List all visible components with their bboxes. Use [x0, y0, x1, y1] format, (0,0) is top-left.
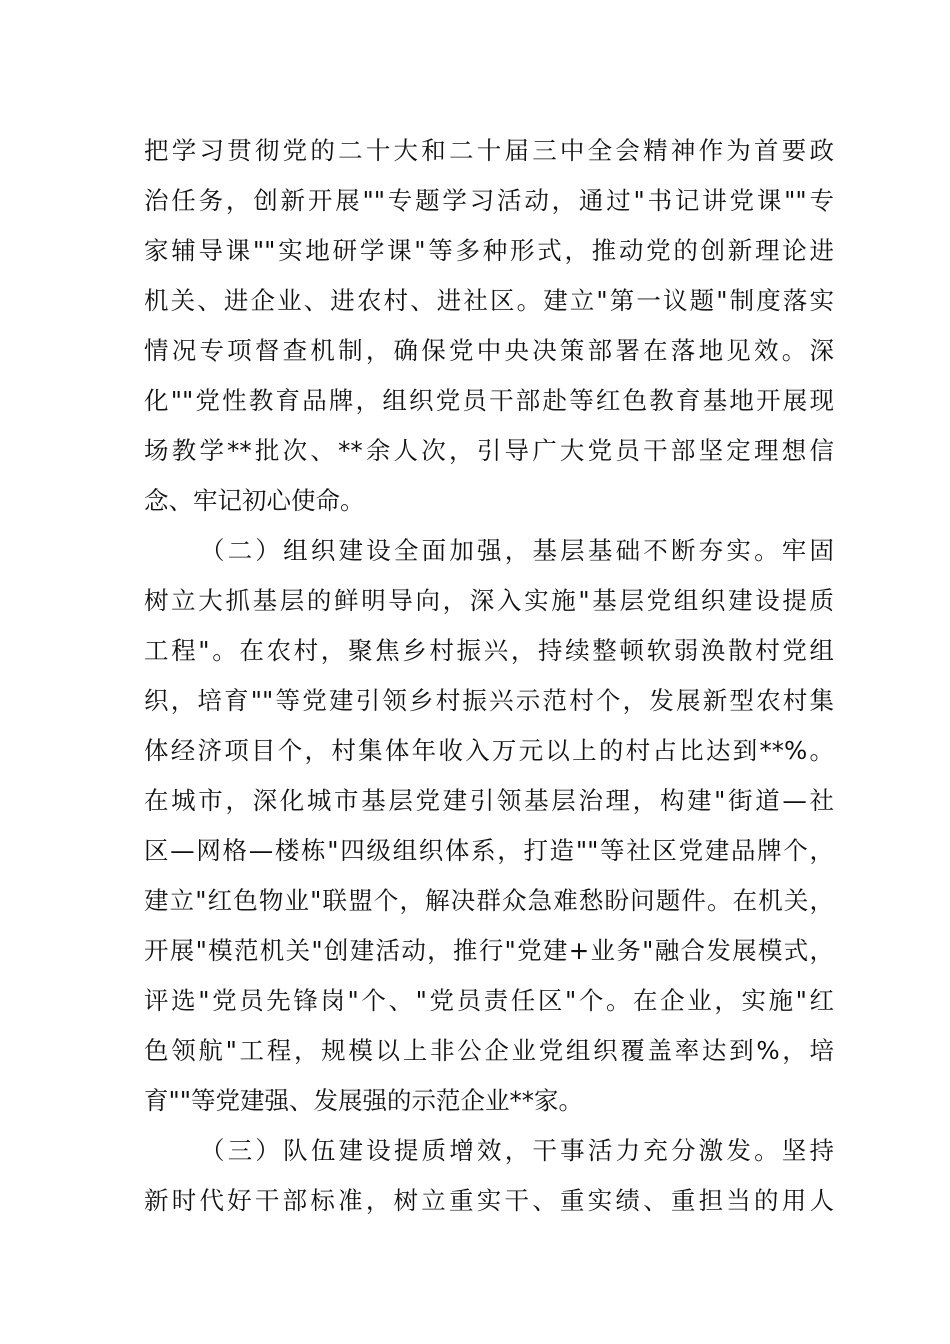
text-line: 把学习贯彻党的二十大和二十届三中全会精神作为首要政 — [144, 136, 834, 165]
text-line: 树立大抓基层的鲜明导向，深入实施"基层党组织建设提质 — [144, 586, 834, 615]
text-line: 评选"党员先锋岗"个、"党员责任区"个。在企业，实施"红 — [144, 986, 834, 1015]
text-line: 开展"模范机关"创建活动，推行"党建+业务"融合发展模式， — [144, 936, 834, 965]
paragraph-2 — [144, 526, 834, 1126]
text-line: 工程"。在农村，聚焦乡村振兴，持续整顿软弱涣散村党组 — [144, 636, 834, 665]
text-line: 在城市，深化城市基层党建引领基层治理，构建"街道—社 — [144, 786, 834, 815]
text-line: 区—网格—楼栋"四级组织体系，打造""等社区党建品牌个， — [144, 836, 834, 865]
text-line: 化""党性教育品牌，组织党员干部赴等红色教育基地开展现 — [144, 386, 834, 415]
text-line: 育""等党建强、发展强的示范企业**家。 — [144, 1086, 584, 1115]
text-line: 情况专项督查机制，确保党中央决策部署在落地见效。深 — [144, 336, 834, 365]
text-line: 治任务，创新开展""专题学习活动，通过"书记讲党课""专 — [144, 186, 834, 215]
paragraph-1 — [144, 126, 834, 526]
text-line: 体经济项目个，村集体年收入万元以上的村占比达到**%。 — [144, 736, 834, 765]
text-line: 色领航"工程，规模以上非公企业党组织覆盖率达到%，培 — [144, 1036, 834, 1065]
text-line: 建立"红色物业"联盟个，解决群众急难愁盼问题件。在机关， — [144, 886, 834, 915]
text-line: 念、牢记初心使命。 — [144, 486, 365, 515]
text-line: 家辅导课""实地研学课"等多种形式，推动党的创新理论进 — [144, 236, 834, 265]
text-line: 场教学**批次、**余人次，引导广大党员干部坚定理想信 — [144, 436, 834, 465]
section-heading-line: （三）队伍建设提质增效，干事活力充分激发。坚持 — [200, 1136, 834, 1165]
text-line: 机关、进企业、进农村、进社区。建立"第一议题"制度落实 — [144, 286, 834, 315]
text-line: 织，培育""等党建引领乡村振兴示范村个，发展新型农村集 — [144, 686, 834, 715]
document-body — [144, 126, 834, 1226]
text-line: 新时代好干部标准，树立重实干、重实绩、重担当的用人 — [144, 1186, 834, 1215]
section-heading-line: （二）组织建设全面加强，基层基础不断夯实。牢固 — [200, 536, 834, 565]
paragraph-3 — [144, 1126, 834, 1226]
